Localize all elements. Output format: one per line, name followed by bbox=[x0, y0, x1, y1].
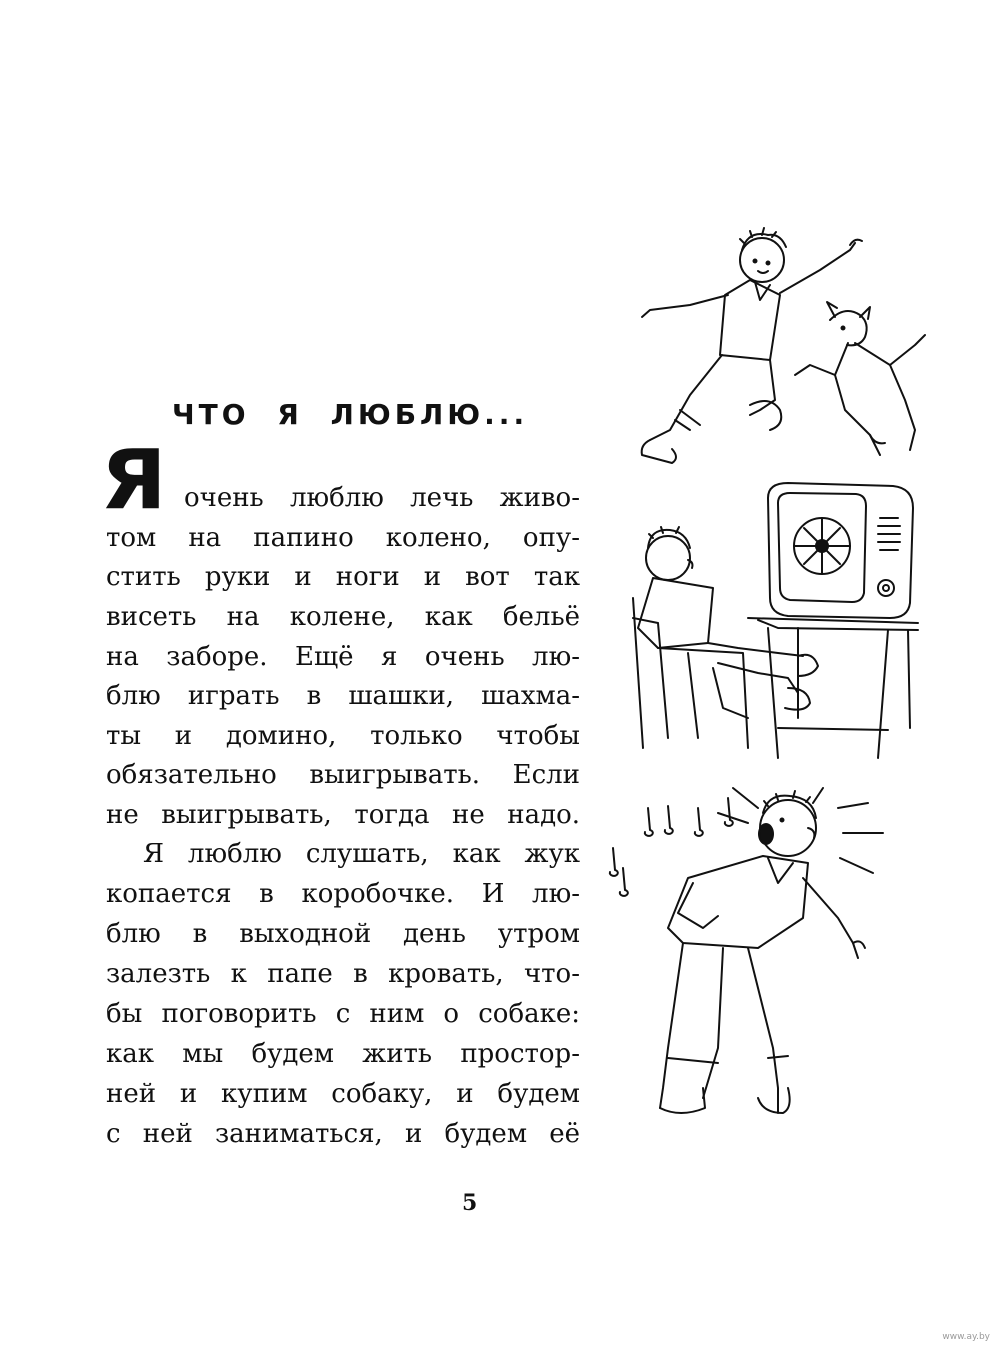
text-line: блю в выходной день утром bbox=[106, 919, 580, 949]
text-line: не выигрывать, тогда не надо. bbox=[106, 800, 580, 830]
text-line: на заборе. Ещё я очень лю- bbox=[106, 642, 580, 672]
text-line: ней и купим собаку, и будем bbox=[106, 1079, 580, 1109]
drop-cap: Я bbox=[100, 433, 167, 528]
text-line: стить руки и ноги и вот так bbox=[106, 562, 580, 592]
boy-tv-illustration bbox=[628, 478, 928, 763]
text-line: с ней заниматься, и будем её bbox=[106, 1119, 580, 1149]
text-line: бы поговорить с ним о собаке: bbox=[106, 999, 580, 1029]
text-line: очень люблю лечь живо- bbox=[184, 483, 580, 513]
boy-singing-illustration bbox=[608, 768, 888, 1138]
text-line: блю играть в шашки, шахма- bbox=[106, 681, 580, 711]
page-number: 5 bbox=[462, 1190, 478, 1216]
text-line: обязательно выигрывать. Если bbox=[106, 760, 580, 790]
text-line: как мы будем жить простор- bbox=[106, 1039, 580, 1069]
text-line: том на папино колено, опу- bbox=[106, 523, 580, 553]
text-line: висеть на колене, как бельё bbox=[106, 602, 580, 632]
text-line: копается в коробочке. И лю- bbox=[106, 879, 580, 909]
chapter-title: ЧТО Я ЛЮБЛЮ... bbox=[172, 398, 529, 431]
watermark: www.ay.by bbox=[942, 1332, 990, 1342]
text-line: Я люблю слушать, как жук bbox=[143, 839, 580, 869]
boy-jumping-illustration bbox=[630, 225, 930, 480]
text-line: ты и домино, только чтобы bbox=[106, 721, 580, 751]
text-line: залезть к папе в кровать, что- bbox=[106, 959, 580, 989]
